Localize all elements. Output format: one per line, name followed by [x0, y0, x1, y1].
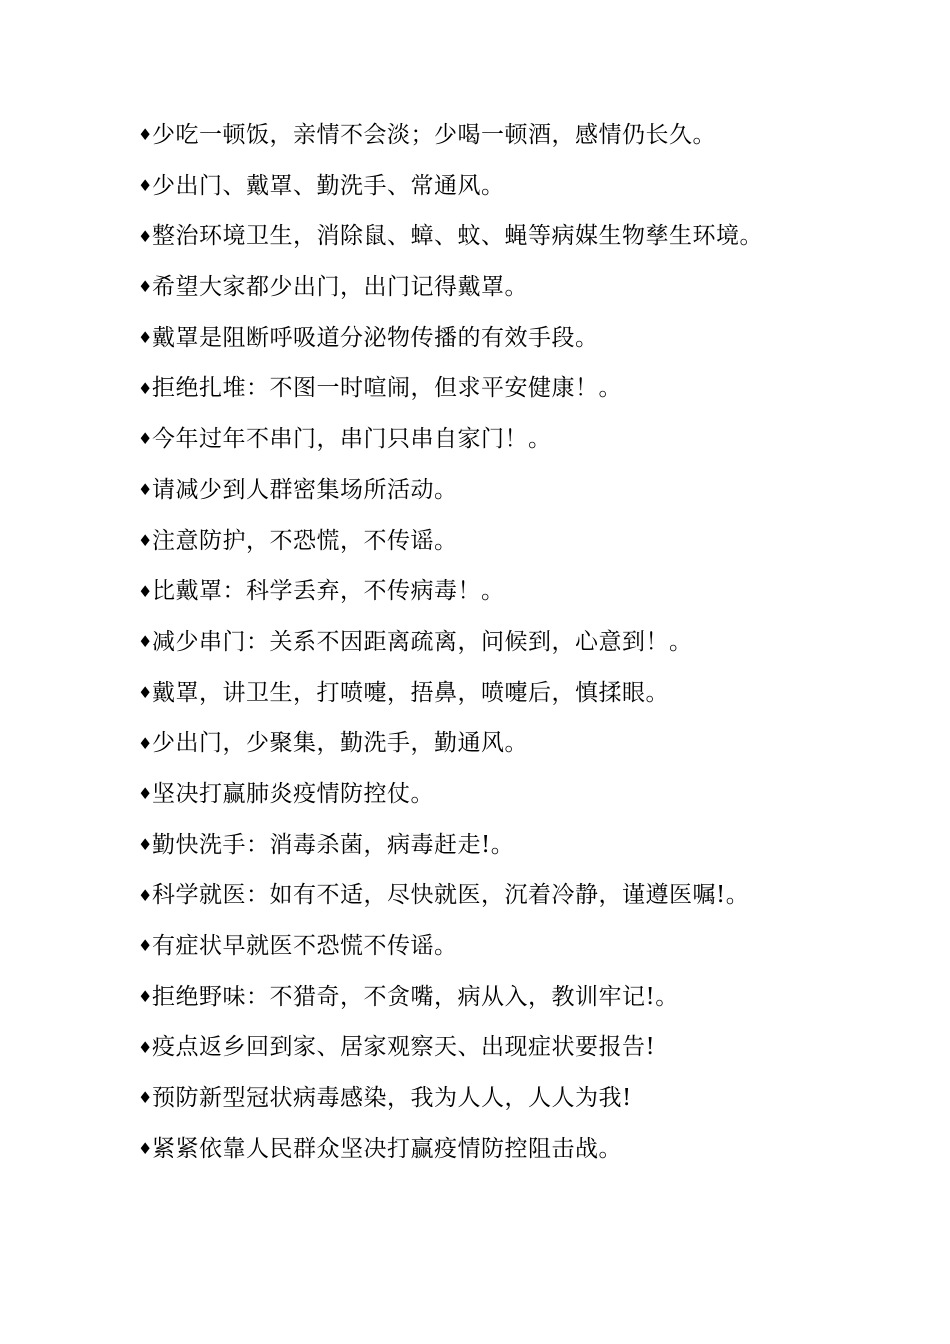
slogan-text: 戴罩是阻断呼吸道分泌物传播的有效手段。	[152, 324, 599, 351]
diamond-bullet-icon: ♦	[138, 480, 153, 500]
slogan-line	[138, 211, 918, 262]
slogan-line	[138, 820, 918, 871]
slogan-line	[138, 1022, 918, 1073]
slogan-line	[138, 668, 918, 719]
slogan-text: 戴罩，讲卫生，打喷嚏，捂鼻，喷嚏后，慎揉眼。	[152, 679, 669, 706]
slogan-text: 勤快洗手：消毒杀菌，病毒赶走!。	[152, 831, 515, 858]
diamond-bullet-icon: ♦	[138, 1037, 153, 1057]
diamond-bullet-icon: ♦	[138, 682, 153, 702]
diamond-bullet-icon: ♦	[138, 1139, 153, 1159]
diamond-bullet-icon: ♦	[138, 176, 153, 196]
diamond-bullet-icon: ♦	[138, 784, 153, 804]
diamond-bullet-icon: ♦	[138, 530, 153, 550]
slogan-list	[138, 110, 918, 1174]
slogan-line	[138, 313, 918, 364]
slogan-line	[138, 110, 918, 161]
diamond-bullet-icon: ♦	[138, 378, 153, 398]
diamond-bullet-icon: ♦	[138, 936, 153, 956]
diamond-bullet-icon: ♦	[138, 885, 153, 905]
slogan-line	[138, 769, 918, 820]
diamond-bullet-icon: ♦	[138, 125, 153, 145]
slogan-line	[138, 161, 918, 212]
slogan-line	[138, 617, 918, 668]
slogan-line	[138, 1073, 918, 1124]
slogan-text: 预防新型冠状病毒感染，我为人人，人人为我!	[152, 1085, 632, 1112]
slogan-text: 请减少到人群密集场所活动。	[152, 476, 458, 503]
slogan-line	[138, 718, 918, 769]
slogan-text: 拒绝扎堆：不图一时喧闹，但求平安健康！。	[152, 375, 622, 402]
diamond-bullet-icon: ♦	[138, 429, 153, 449]
diamond-bullet-icon: ♦	[138, 226, 153, 246]
slogan-text: 减少串门：关系不因距离疏离，问候到，心意到！。	[152, 628, 693, 655]
slogan-line	[138, 921, 918, 972]
slogan-text: 有症状早就医不恐慌不传谣。	[152, 933, 458, 959]
slogan-text: 整治环境卫生，消除鼠、蟑、蚊、蝇等病媒生物孳生环境。	[152, 223, 763, 250]
slogan-line	[138, 566, 918, 617]
slogan-line	[138, 414, 918, 465]
slogan-text: 少出门、戴罩、勤洗手、常通风。	[152, 172, 505, 199]
slogan-line	[138, 262, 918, 313]
diamond-bullet-icon: ♦	[138, 328, 153, 348]
slogan-line	[138, 870, 918, 921]
slogan-text: 比戴罩：科学丢弃，不传病毒！。	[152, 578, 505, 605]
slogan-text: 今年过年不串门，串门只串自家门！。	[152, 426, 552, 453]
diamond-bullet-icon: ♦	[138, 1088, 153, 1108]
slogan-text: 注意防护，不恐慌，不传谣。	[152, 527, 458, 554]
slogan-text: 少吃一顿饭，亲情不会淡；少喝一顿酒，感情仍长久。	[152, 122, 716, 148]
slogan-text: 希望大家都少出门，出门记得戴罩。	[152, 274, 528, 301]
slogan-line	[138, 516, 918, 567]
slogan-line	[138, 1124, 918, 1175]
slogan-text: 紧紧依靠人民群众坚决打赢疫情防控阻击战。	[152, 1135, 622, 1162]
diamond-bullet-icon: ♦	[138, 581, 153, 601]
diamond-bullet-icon: ♦	[138, 733, 153, 753]
diamond-bullet-icon: ♦	[138, 987, 153, 1007]
slogan-text: 科学就医：如有不适，尽快就医，沉着冷静，谨遵医嘱!。	[152, 882, 750, 909]
diamond-bullet-icon: ♦	[138, 834, 153, 854]
diamond-bullet-icon: ♦	[138, 277, 153, 297]
slogan-text: 疫点返乡回到家、居家观察天、出现症状要报告!	[152, 1034, 656, 1061]
diamond-bullet-icon: ♦	[138, 632, 153, 652]
slogan-text: 少出门，少聚集，勤洗手，勤通风。	[152, 730, 528, 757]
slogan-text: 拒绝野味：不猎奇，不贪嘴，病从入，教训牢记!。	[152, 983, 679, 1010]
slogan-line	[138, 972, 918, 1023]
slogan-text: 坚决打赢肺炎疫情防控仗。	[152, 780, 434, 807]
slogan-line	[138, 363, 918, 414]
slogan-line	[138, 465, 918, 516]
